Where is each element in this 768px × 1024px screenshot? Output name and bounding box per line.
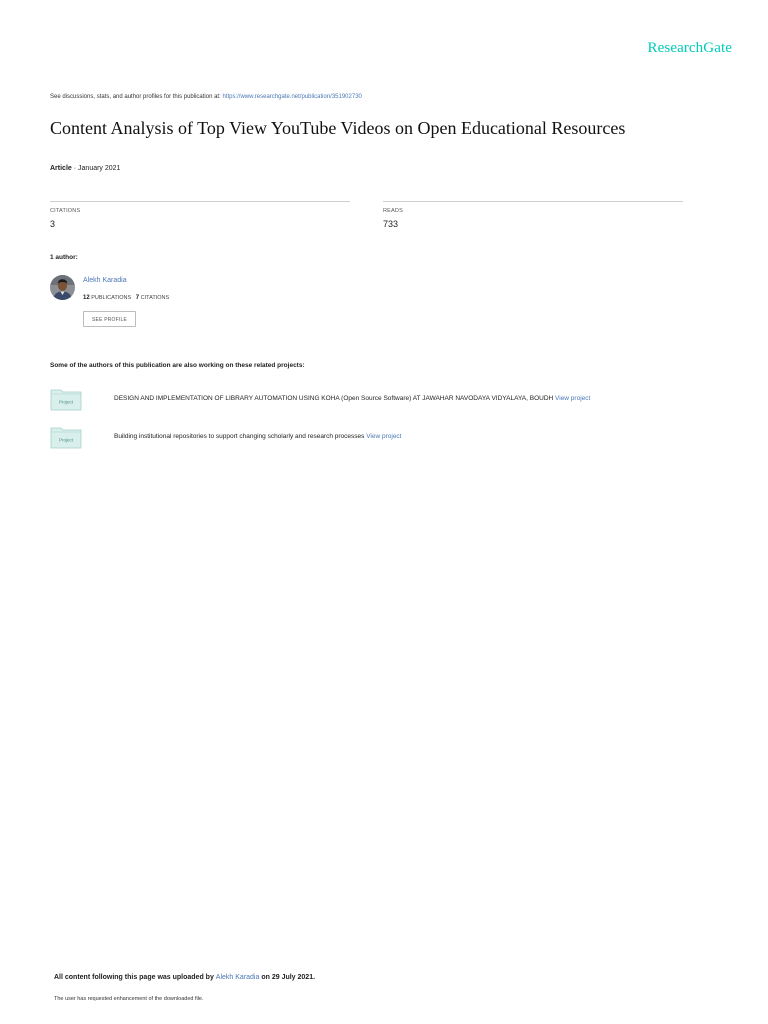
author-name-link[interactable]: Alekh Karadia xyxy=(83,277,127,284)
project-icon-label: Project xyxy=(58,399,74,405)
project-text xyxy=(114,433,402,440)
see-profile-button[interactable]: SEE PROFILE xyxy=(83,311,136,327)
author-citations-count: 7 xyxy=(135,295,140,301)
researchgate-logo[interactable]: ResearchGate xyxy=(647,40,732,56)
publication-date: January 2021 xyxy=(78,165,121,172)
author-stats xyxy=(83,295,169,301)
project-text xyxy=(114,395,590,402)
authors-heading: 1 author: xyxy=(50,254,78,261)
citations-divider xyxy=(50,201,350,202)
author-avatar[interactable] xyxy=(50,275,75,300)
related-projects-heading: Some of the authors of this publication are also working on these related projects: xyxy=(50,362,305,369)
publication-meta xyxy=(50,165,120,172)
upload-prefix: All content following this page was uploaded by xyxy=(54,974,216,981)
project-item xyxy=(50,387,740,413)
author-photo-icon xyxy=(50,275,75,300)
enhancement-note: The user has requested enhancement of the downloaded file. xyxy=(54,996,204,1002)
publication-url-link[interactable]: https://www.researchgate.net/publication/351902730 xyxy=(222,94,362,100)
project-item xyxy=(50,425,740,451)
discussion-note xyxy=(50,94,362,100)
view-project-link[interactable]: View project xyxy=(366,433,402,440)
author-publications-label: PUBLICATIONS xyxy=(91,295,132,301)
upload-statement xyxy=(54,974,315,981)
reads-value: 733 xyxy=(383,219,399,229)
reads-label: READS xyxy=(383,208,403,214)
meta-separator: · xyxy=(71,165,79,172)
upload-suffix: on 29 July 2021. xyxy=(259,974,316,981)
project-title: DESIGN AND IMPLEMENTATION OF LIBRARY AUTOMATION USING KOHA (Open Source Software) AT JAWAHAR NAVODAYA VIDYALAYA, BOUDH xyxy=(114,395,554,402)
author-publications-count: 12 xyxy=(83,295,90,301)
publication-type: Article xyxy=(50,165,72,172)
uploader-link[interactable]: Alekh Karadia xyxy=(215,974,260,981)
view-project-link[interactable]: View project xyxy=(555,395,591,402)
reads-divider xyxy=(383,201,683,202)
project-icon-label: Project xyxy=(58,437,74,443)
project-folder-icon[interactable] xyxy=(50,425,82,449)
project-title: Building institutional repositories to support changing scholarly and research processes xyxy=(114,433,365,440)
citations-label: CITATIONS xyxy=(50,208,81,214)
discussion-text: See discussions, stats, and author profiles for this publication at: xyxy=(50,94,223,100)
citations-value: 3 xyxy=(50,219,56,229)
project-folder-icon[interactable] xyxy=(50,387,82,411)
publication-title: Content Analysis of Top View YouTube Videos on Open Educational Resources xyxy=(50,118,626,138)
author-citations-label: CITATIONS xyxy=(140,295,170,301)
